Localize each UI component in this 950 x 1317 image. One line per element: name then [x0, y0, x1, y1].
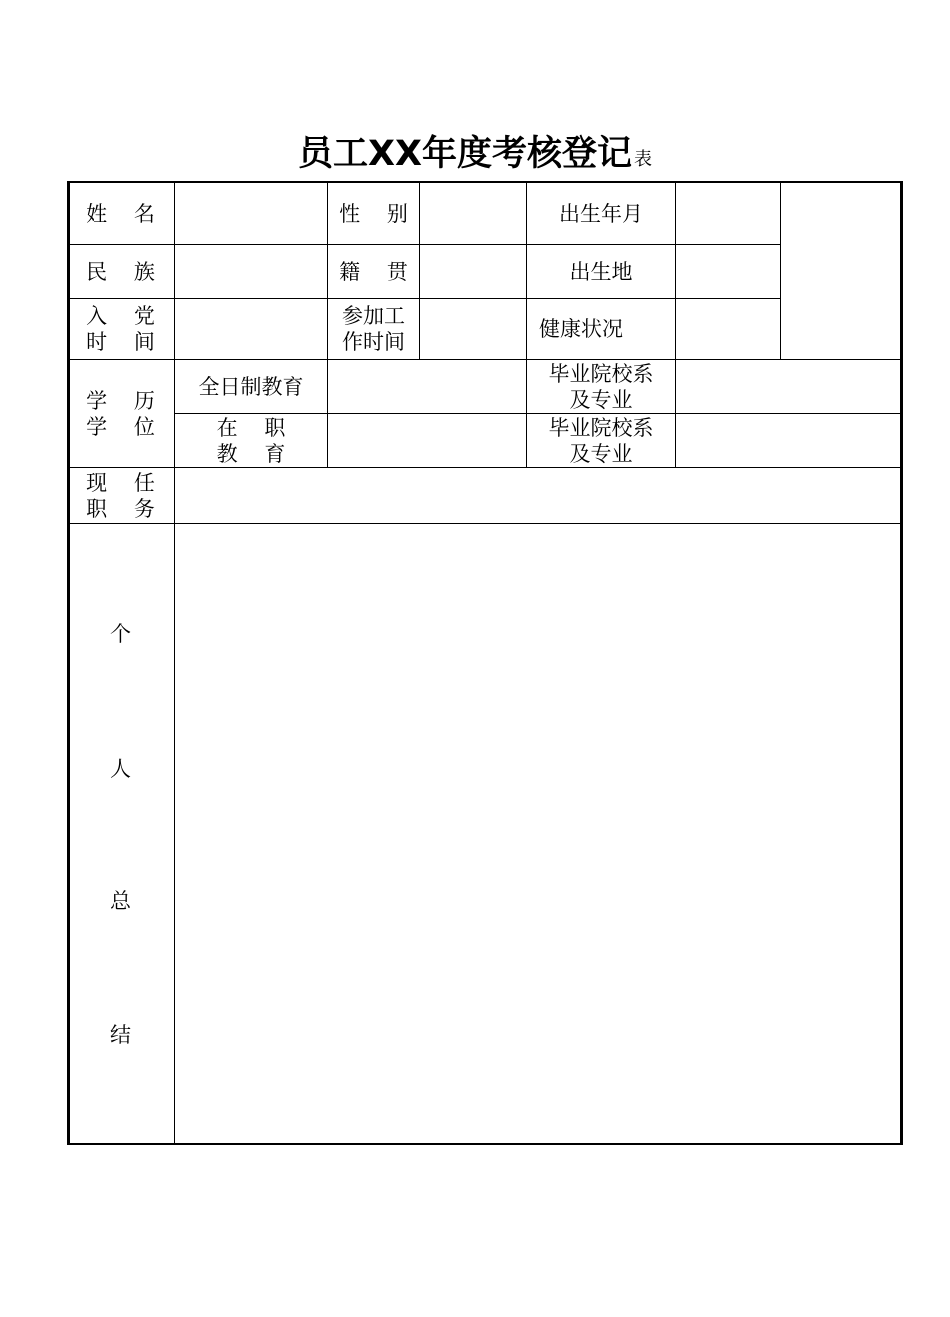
field-personal-summary[interactable] — [175, 524, 900, 1143]
form-title-main: 员工XX年度考核登记 — [298, 134, 632, 174]
field-inservice-education[interactable] — [328, 414, 526, 467]
field-fulltime-education[interactable] — [328, 360, 526, 413]
label-education: 学 历 学 位 — [86, 388, 155, 439]
label-party-join-time: 入 党 时 间 — [86, 304, 155, 354]
photo-area[interactable] — [781, 183, 900, 359]
label-summary-char-3: 总 — [110, 889, 131, 913]
label-name: 姓 名 — [86, 201, 155, 226]
label-fulltime-education: 全日制教育 — [198, 374, 304, 399]
form-title-suffix: 表 — [633, 149, 652, 170]
label-health: 健康状况 — [539, 317, 623, 341]
label-summary-char-2: 人 — [110, 757, 131, 781]
label-work-start-time: 参加工 作时间 — [342, 304, 405, 354]
label-birthplace: 出生地 — [569, 259, 633, 284]
form-title — [0, 128, 950, 180]
field-native-place[interactable] — [420, 245, 526, 298]
label-native-place: 籍 贯 — [339, 259, 408, 284]
label-summary-char-1: 个 — [110, 622, 131, 646]
field-school-major-inservice[interactable] — [676, 414, 900, 467]
field-ethnicity[interactable] — [175, 245, 327, 298]
field-name[interactable] — [175, 183, 327, 244]
label-gender: 性 别 — [339, 201, 408, 226]
label-school-major-inservice: 毕业院校系 及专业 — [548, 415, 654, 466]
field-party-join-time[interactable] — [175, 299, 327, 359]
label-summary-char-4: 结 — [110, 1023, 131, 1047]
field-school-major-fulltime[interactable] — [676, 360, 900, 413]
field-birth-date[interactable] — [676, 183, 780, 244]
field-gender[interactable] — [420, 183, 526, 244]
field-current-position[interactable] — [175, 468, 900, 523]
label-ethnicity: 民 族 — [86, 259, 155, 284]
label-inservice-education: 在 职 教 育 — [216, 415, 286, 466]
field-birthplace[interactable] — [676, 245, 780, 298]
label-birth-date: 出生年月 — [559, 201, 643, 226]
field-work-start-time[interactable] — [420, 299, 526, 359]
label-school-major-fulltime: 毕业院校系 及专业 — [548, 361, 654, 412]
field-health[interactable] — [676, 299, 780, 359]
label-current-position: 现 任 职 务 — [86, 470, 155, 521]
